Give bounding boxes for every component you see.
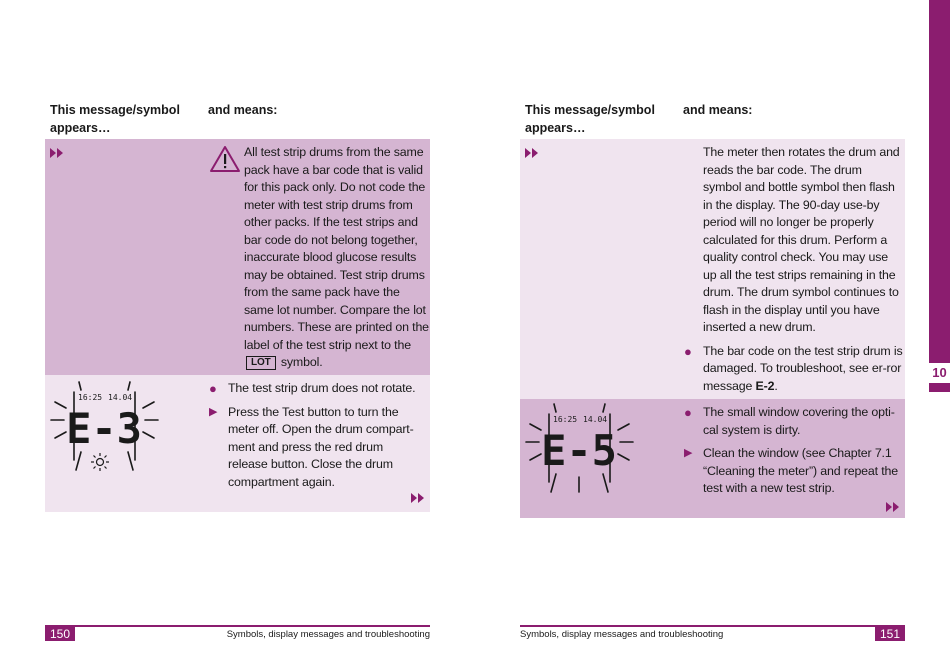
footer-title: Symbols, display messages and troubleshooting xyxy=(520,629,724,640)
display-error-code: E-3 xyxy=(66,404,142,453)
table-row-e5 xyxy=(520,399,905,518)
column-header-message: This message/symbol appears… xyxy=(525,103,655,135)
list-item xyxy=(684,343,903,396)
lot-warning-end: symbol. xyxy=(280,355,323,369)
column-header-means: and means: xyxy=(683,103,753,117)
page-number: 151 xyxy=(875,627,905,641)
display-date: 14.04 xyxy=(108,393,133,402)
display-time: 16:25 xyxy=(78,393,103,402)
table-row-drum-continued xyxy=(520,139,905,399)
footer-title: Symbols, display messages and troubleshooting xyxy=(226,629,430,640)
list-item xyxy=(209,380,425,398)
display-error-code: E-5 xyxy=(541,426,617,475)
e3-explanation xyxy=(209,380,425,497)
list-item xyxy=(209,404,425,492)
e3-cause: The test strip drum does not rotate. xyxy=(228,381,416,395)
list-item xyxy=(684,404,900,439)
arrow-right-icon: ▶ xyxy=(209,405,218,418)
continued-marker-icon xyxy=(885,501,901,513)
drum-explanation xyxy=(684,144,903,401)
drum-text: The meter then rotates the drum and reads the bar code. The drum symbol and bottle symbol then flash in the display. The 90-day use-by period will no longer be properly calculated for this drum. Perform a quality control check. You may use up all the test strips remaining in the drum. The drum symbol continues to flash in the display until you have inserted a new drum. xyxy=(703,145,900,334)
continued-marker-icon xyxy=(410,492,426,504)
e5-cause: The small window covering the opti-cal system is dirty. xyxy=(703,405,895,437)
chapter-number: 10 xyxy=(929,363,950,383)
lot-warning-body: All test strip drums from the same pack have a bar code that is valid for this pack only. Do not code the meter with test strip drums from other packs. If the test strips and bar code do not belong together, inaccurate blood glucose results may be obtained. Test strip drums from the same pack have the same lot number. Compare the lot numbers. These are printed on the label of the test strip next to the xyxy=(244,145,429,352)
chapter-tab xyxy=(929,0,950,392)
display-time: 16:25 xyxy=(553,415,578,424)
footer-rule xyxy=(45,625,430,627)
bullet-icon: ● xyxy=(209,381,217,396)
e5-action: Clean the window (see Chapter 7.1 “Cleaning the meter”) and repeat the test with a new test strip. xyxy=(703,446,899,495)
right-page xyxy=(475,0,950,669)
error-code-ref: E-2 xyxy=(755,378,775,393)
barcode-damaged-text: The bar code on the test strip drum is damaged. To troubleshoot, see er-ror message xyxy=(703,343,903,393)
list-item xyxy=(684,445,900,498)
column-header-means: and means: xyxy=(208,103,278,117)
continued-marker-icon xyxy=(524,147,540,159)
footer-rule xyxy=(520,625,905,627)
table-row-lot-warning xyxy=(45,139,430,375)
continued-marker-icon xyxy=(49,147,65,159)
e5-explanation xyxy=(684,404,900,504)
e3-action: Press the Test button to turn the meter off. Open the drum compart-ment and press the red drum release button. Close the drum compartment again. xyxy=(228,404,414,489)
bullet-icon: ● xyxy=(684,405,692,420)
page-number: 150 xyxy=(45,627,75,641)
table-row-e3 xyxy=(45,375,430,512)
lot-symbol: LOT xyxy=(246,356,276,370)
bullet-icon: ● xyxy=(684,343,692,359)
display-e5-icon xyxy=(525,402,635,497)
display-e3-icon xyxy=(50,380,160,475)
barcode-damaged-end: . xyxy=(774,378,778,393)
warning-triangle-icon xyxy=(209,145,241,173)
column-header-message: This message/symbol appears… xyxy=(50,103,180,135)
display-date: 14.04 xyxy=(583,415,608,424)
arrow-right-icon: ▶ xyxy=(684,447,693,459)
lot-warning-text xyxy=(244,144,430,372)
